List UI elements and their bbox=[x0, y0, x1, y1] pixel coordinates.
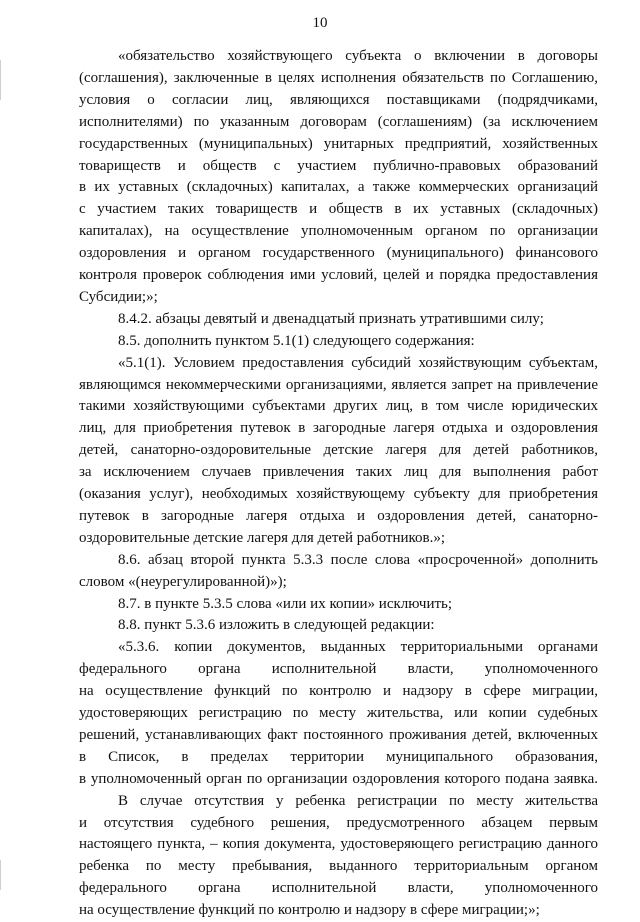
text-line: федерального органа исполнительной власти, уполномоченного bbox=[79, 880, 598, 896]
text-line: с участием таких товариществ и обществ в их уставных (складочных) bbox=[79, 201, 598, 217]
text-line: В случае отсутствия у ребенка регистрации по месту жительства bbox=[118, 793, 598, 809]
scan-edge-mark bbox=[0, 60, 1, 100]
text-line: «обязательство хозяйствующего субъекта о включении в договоры bbox=[118, 48, 598, 64]
text-line: лиц, для приобретения путевок в загородные лагеря отдыха и оздоровления bbox=[79, 420, 598, 436]
text-line: ребенка по месту пребывания, выданного территориальным органом bbox=[79, 858, 598, 874]
text-line: в их уставных (складочных) капиталах, а также коммерческих организаций bbox=[79, 179, 598, 195]
text-line: 8.5. дополнить пунктом 5.1(1) следующего содержания: bbox=[118, 333, 475, 349]
text-line: 8.6. абзац второй пункта 5.3.3 после слова «просроченной» дополнить bbox=[118, 552, 598, 568]
text-line: такими хозяйствующими субъектами других лиц, в том числе юридических bbox=[79, 398, 598, 414]
text-line: (оказания услуг), необходимых хозяйствующему субъекту для приобретения bbox=[79, 486, 598, 502]
text-line: за исключением случаев привлечения таких лиц для выполнения работ bbox=[79, 464, 598, 480]
text-line: путевок в загородные лагеря отдыха и оздоровления детей, санаторно- bbox=[79, 508, 598, 524]
text-line: федерального органа исполнительной власти, уполномоченного bbox=[79, 661, 598, 677]
text-line: «5.1(1). Условием предоставления субсидий хозяйствующим субъектам, bbox=[118, 355, 598, 371]
text-line: на осуществление функций по контролю и надзору в сфере миграции, bbox=[79, 683, 598, 699]
text-line: условия о согласии лиц, являющихся поставщиками (подрядчиками, bbox=[79, 92, 598, 108]
page-number: 10 bbox=[312, 15, 328, 31]
text-line: оздоровления и органом государственного (муниципального) финансового bbox=[79, 245, 598, 261]
text-line: удостоверяющих регистрацию по месту жительства, или копии судебных bbox=[79, 705, 598, 721]
text-line: Субсидии;»; bbox=[79, 289, 158, 305]
text-line: «5.3.6. копии документов, выданных территориальными органами bbox=[118, 639, 598, 655]
text-line: детей, санаторно-оздоровительные детские лагеря для детей работников, bbox=[79, 442, 598, 458]
text-line: и отсутствия судебного решения, предусмотренного абзацем первым bbox=[79, 815, 598, 831]
text-line: словом «(неурегулированной)»); bbox=[79, 574, 287, 590]
text-line: в Список, в пределах территории муниципального образования, bbox=[79, 749, 598, 765]
text-line: 8.4.2. абзацы девятый и двенадцатый признать утратившими силу; bbox=[118, 311, 544, 327]
text-line: государственных (муниципальных) унитарных предприятий, хозяйственных bbox=[79, 136, 598, 152]
text-line: решений, устанавливающих факт постоянного проживания детей, включенных bbox=[79, 727, 598, 743]
text-line: 8.7. в пункте 5.3.5 слова «или их копии» исключить; bbox=[118, 596, 453, 612]
text-line: на осуществление функций по контролю и надзору в сфере миграции;»; bbox=[79, 902, 540, 918]
text-line: оздоровительные детские лагеря для детей работников.»; bbox=[79, 530, 446, 546]
text-line: в уполномоченный орган по организации оздоровления которого подана заявка. bbox=[79, 771, 598, 787]
text-line: исполнителями) по указанным договорам (соглашениям) (за исключением bbox=[79, 114, 598, 130]
text-line: (соглашения), заключенные в целях исполнения обязательств по Соглашению, bbox=[79, 70, 598, 86]
text-line: 8.8. пункт 5.3.6 изложить в следующей редакции: bbox=[118, 617, 435, 633]
text-line: капиталах), на осуществление уполномоченным органом по организации bbox=[79, 223, 598, 239]
text-line: товариществ и обществ с участием публично-правовых образований bbox=[79, 158, 598, 174]
text-line: являющимся некоммерческими организациями, является запрет на привлечение bbox=[79, 377, 598, 393]
text-line: настоящего пункта, – копия документа, удостоверяющего регистрацию данного bbox=[79, 836, 598, 852]
scan-edge-mark bbox=[0, 860, 1, 890]
text-line: контроля проверок соблюдения ими условий, целей и порядка предоставления bbox=[79, 267, 598, 283]
